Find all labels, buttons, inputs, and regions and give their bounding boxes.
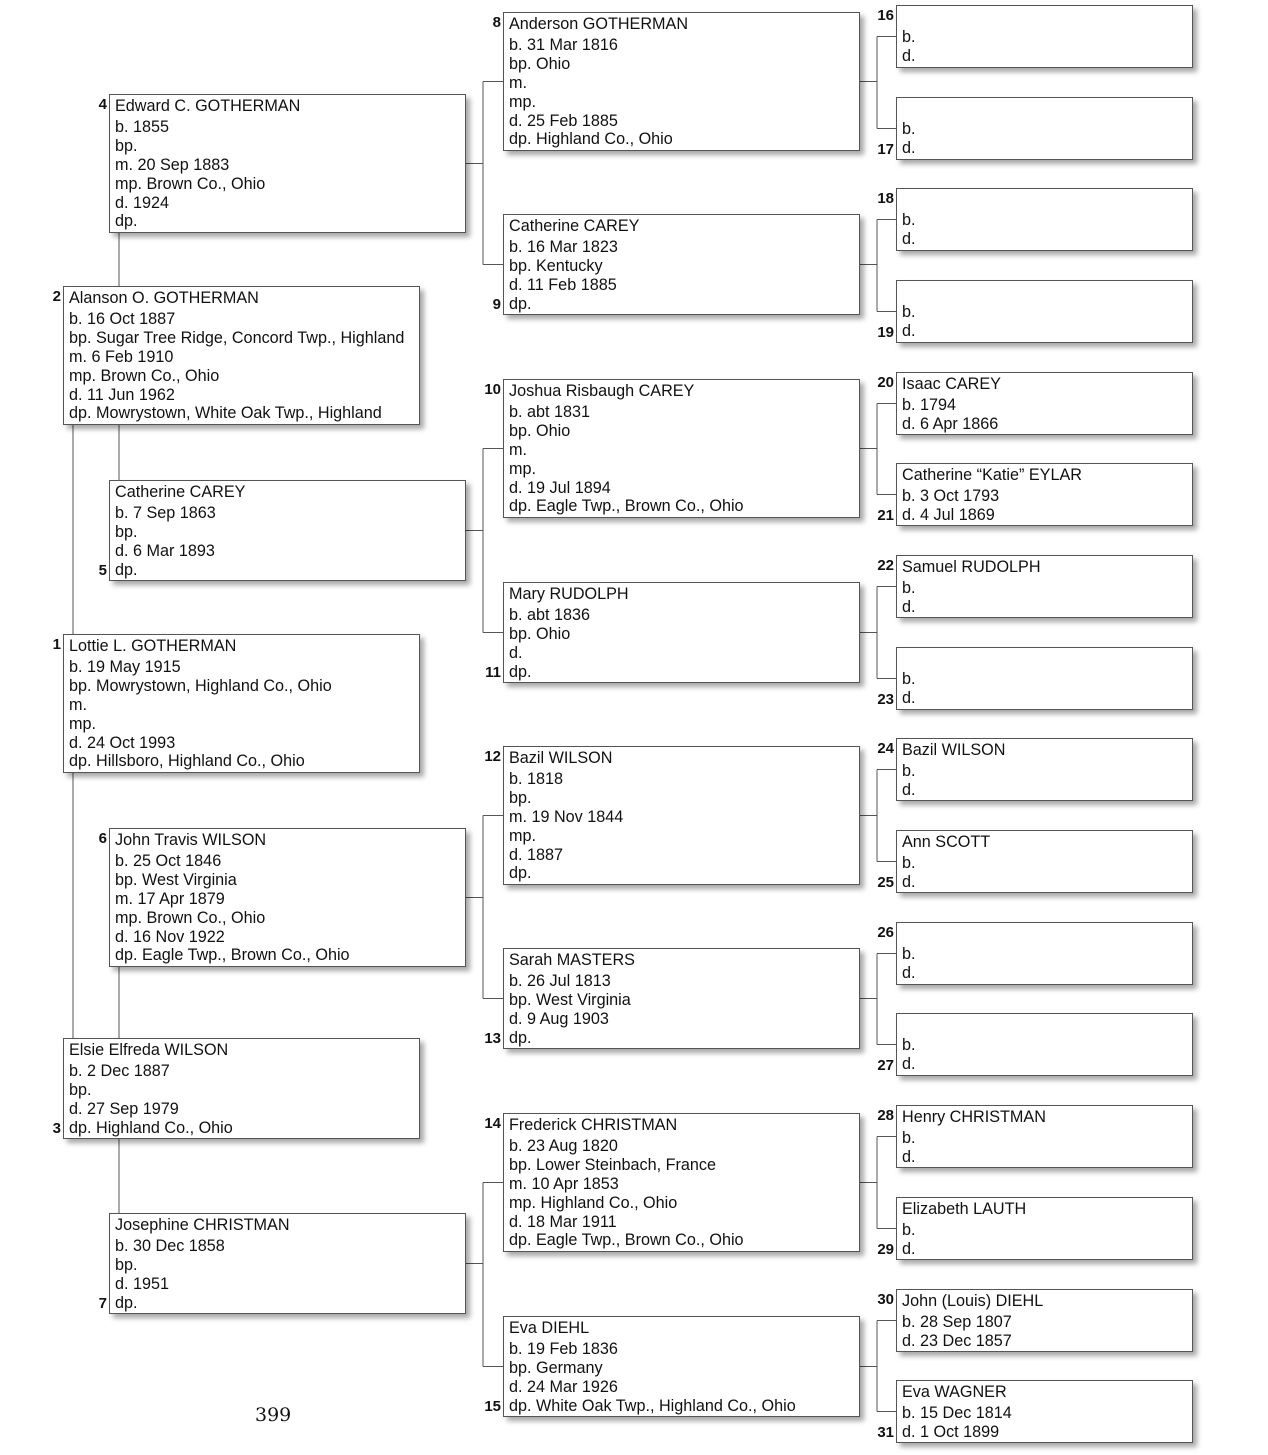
person-name: Lottie L. GOTHERMAN bbox=[69, 637, 237, 655]
person-detail-line: bp. Mowrystown, Highland Co., Ohio bbox=[69, 676, 332, 695]
person-box-19 bbox=[896, 280, 1193, 343]
person-detail-line: dp. bbox=[115, 1293, 138, 1312]
person-number: 1 bbox=[52, 636, 61, 653]
person-detail-line: b. 1818 bbox=[509, 769, 564, 788]
person-detail-line: b. 30 Dec 1858 bbox=[115, 1236, 225, 1255]
person-detail-line: b. bbox=[902, 120, 916, 138]
person-detail-line: d. 23 Dec 1857 bbox=[902, 1331, 1012, 1350]
person-number: 7 bbox=[98, 1295, 107, 1312]
person-detail-line: bp. bbox=[115, 1255, 138, 1274]
person-detail-line: d. bbox=[902, 597, 916, 616]
person-number: 2 bbox=[52, 288, 61, 305]
person-box-28 bbox=[896, 1105, 1193, 1168]
person-box-21 bbox=[896, 463, 1193, 526]
person-number: 29 bbox=[877, 1241, 894, 1258]
person-detail-line: b. 2 Dec 1887 bbox=[69, 1061, 170, 1080]
person-detail-line: b. bbox=[902, 1220, 916, 1239]
person-detail-line: b. 31 Mar 1816 bbox=[509, 35, 618, 54]
person-name: Bazil WILSON bbox=[509, 749, 613, 767]
person-detail-line: b. 15 Dec 1814 bbox=[902, 1403, 1012, 1422]
person-detail-line: b. 19 Feb 1836 bbox=[509, 1339, 618, 1358]
person-box-24 bbox=[896, 738, 1193, 801]
person-detail-line: bp. bbox=[115, 522, 138, 541]
person-detail-line: dp. bbox=[115, 560, 138, 579]
person-detail-line: d. 11 Jun 1962 bbox=[69, 385, 175, 404]
person-detail-line: b. 28 Sep 1807 bbox=[902, 1312, 1012, 1331]
person-box-7 bbox=[109, 1213, 466, 1314]
person-detail-line: d. 25 Feb 1885 bbox=[509, 111, 618, 130]
person-number: 16 bbox=[877, 7, 894, 24]
person-number: 15 bbox=[484, 1398, 501, 1415]
person-number: 8 bbox=[492, 14, 501, 31]
person-detail-line: d. bbox=[902, 872, 916, 891]
person-detail-line: dp. bbox=[509, 1028, 532, 1047]
person-detail-line: d. bbox=[902, 780, 916, 799]
person-number: 10 bbox=[484, 381, 501, 398]
person-name: Isaac CAREY bbox=[902, 375, 1001, 393]
person-detail-line: b. bbox=[902, 945, 916, 963]
person-detail-line: d. bbox=[902, 321, 916, 340]
person-detail-line: mp. Brown Co., Ohio bbox=[115, 174, 266, 193]
person-detail-line: bp. Sugar Tree Ridge, Concord Twp., Highland bbox=[69, 328, 405, 347]
person-detail-line: m. 20 Sep 1883 bbox=[115, 155, 230, 174]
person-detail-line: d. 18 Mar 1911 bbox=[509, 1212, 617, 1231]
person-number: 26 bbox=[877, 924, 894, 941]
person-number: 22 bbox=[877, 557, 894, 574]
person-detail-line: d. 1887 bbox=[509, 845, 564, 864]
person-detail-line: d. bbox=[902, 138, 916, 157]
person-detail-line: d. bbox=[902, 688, 916, 707]
person-detail-line: d. 6 Mar 1893 bbox=[115, 541, 215, 560]
person-box-18 bbox=[896, 188, 1193, 251]
person-detail-line: b. bbox=[902, 670, 916, 688]
person-detail-line: dp. Hillsboro, Highland Co., Ohio bbox=[69, 752, 305, 771]
person-detail-line: mp. bbox=[509, 459, 536, 478]
person-name: Joshua Risbaugh CAREY bbox=[509, 382, 695, 400]
person-detail-line: m. 6 Feb 1910 bbox=[69, 347, 174, 366]
person-box-22 bbox=[896, 555, 1193, 618]
person-detail-line: d. 19 Jul 1894 bbox=[509, 478, 611, 497]
person-detail-line: d. 16 Nov 1922 bbox=[115, 927, 225, 946]
person-name: Bazil WILSON bbox=[902, 741, 1006, 759]
person-detail-line: m. 17 Apr 1879 bbox=[115, 889, 225, 908]
person-detail-line: dp. bbox=[509, 294, 532, 313]
person-box-4 bbox=[109, 94, 466, 233]
person-detail-line: mp. Brown Co., Ohio bbox=[69, 366, 220, 385]
person-detail-line: d. 27 Sep 1979 bbox=[69, 1099, 179, 1118]
person-detail-line: b. 23 Aug 1820 bbox=[509, 1136, 618, 1155]
person-detail-line: b. 19 May 1915 bbox=[69, 657, 181, 676]
person-box-6 bbox=[109, 828, 466, 967]
person-detail-line: b. 16 Oct 1887 bbox=[69, 309, 176, 328]
person-name: Josephine CHRISTMAN bbox=[115, 1216, 290, 1234]
person-name: Alanson O. GOTHERMAN bbox=[69, 289, 259, 307]
person-number: 21 bbox=[877, 507, 894, 524]
person-name: John (Louis) DIEHL bbox=[902, 1292, 1044, 1310]
person-name: Ann SCOTT bbox=[902, 833, 991, 851]
person-detail-line: b. abt 1836 bbox=[509, 605, 591, 624]
person-box-27 bbox=[896, 1013, 1193, 1076]
person-detail-line: b. bbox=[902, 28, 916, 46]
person-box-30 bbox=[896, 1289, 1193, 1352]
person-detail-line: d. 6 Apr 1866 bbox=[902, 414, 999, 433]
person-detail-line: b. bbox=[902, 1128, 916, 1147]
person-number: 13 bbox=[484, 1030, 501, 1047]
person-detail-line: mp. Brown Co., Ohio bbox=[115, 908, 266, 927]
person-box-10 bbox=[503, 379, 860, 518]
person-number: 4 bbox=[98, 96, 107, 113]
person-detail-line: bp. bbox=[115, 136, 138, 155]
person-number: 30 bbox=[877, 1291, 894, 1308]
person-detail-line: dp. White Oak Twp., Highland Co., Ohio bbox=[509, 1396, 796, 1415]
person-box-31 bbox=[896, 1380, 1193, 1443]
person-detail-line: d. 9 Aug 1903 bbox=[509, 1009, 609, 1028]
person-detail-line: dp. bbox=[115, 212, 138, 231]
person-detail-line: m. bbox=[509, 73, 527, 92]
person-name: Elizabeth LAUTH bbox=[902, 1200, 1027, 1218]
person-detail-line: dp. bbox=[509, 662, 532, 681]
person-detail-line: bp. West Virginia bbox=[115, 870, 237, 889]
person-detail-line: b. bbox=[902, 853, 916, 872]
person-name: Frederick CHRISTMAN bbox=[509, 1116, 678, 1134]
person-detail-line: bp. Ohio bbox=[509, 624, 571, 643]
person-detail-line: b. bbox=[902, 211, 916, 229]
person-detail-line: bp. bbox=[69, 1080, 92, 1099]
person-detail-line: b. 3 Oct 1793 bbox=[902, 486, 1000, 505]
person-detail-line: d. bbox=[902, 1147, 916, 1166]
person-detail-line: mp. bbox=[509, 826, 536, 845]
person-detail-line: mp. bbox=[69, 714, 96, 733]
person-number: 14 bbox=[484, 1115, 501, 1132]
person-name: Eva WAGNER bbox=[902, 1383, 1007, 1401]
person-number: 12 bbox=[484, 748, 501, 765]
person-detail-line: d. bbox=[902, 963, 916, 982]
person-detail-line: bp. Ohio bbox=[509, 54, 571, 73]
person-number: 11 bbox=[485, 664, 501, 681]
person-box-3 bbox=[63, 1038, 420, 1139]
person-detail-line: d. bbox=[902, 1239, 916, 1258]
person-box-2 bbox=[63, 286, 420, 425]
person-detail-line: d. 1951 bbox=[115, 1274, 170, 1293]
person-detail-line: d. bbox=[902, 1054, 916, 1073]
person-name: Edward C. GOTHERMAN bbox=[115, 97, 301, 115]
person-detail-line: bp. Germany bbox=[509, 1358, 603, 1377]
person-detail-line: dp. Eagle Twp., Brown Co., Ohio bbox=[509, 1231, 744, 1250]
person-name: Catherine CAREY bbox=[509, 217, 640, 235]
person-detail-line: d. 24 Mar 1926 bbox=[509, 1377, 618, 1396]
person-number: 24 bbox=[877, 740, 894, 757]
person-detail-line: b. bbox=[902, 303, 916, 321]
person-detail-line: m. bbox=[509, 440, 527, 459]
person-detail-line: b. abt 1831 bbox=[509, 402, 591, 421]
person-detail-line: b. 25 Oct 1846 bbox=[115, 851, 222, 870]
person-name: Samuel RUDOLPH bbox=[902, 558, 1041, 576]
person-detail-line: m. bbox=[69, 695, 87, 714]
person-detail-line: d. 1 Oct 1899 bbox=[902, 1422, 1000, 1441]
person-detail-line: dp. Highland Co., Ohio bbox=[69, 1118, 233, 1137]
person-box-14 bbox=[503, 1113, 860, 1252]
person-detail-line: d. 11 Feb 1885 bbox=[509, 275, 617, 294]
person-detail-line: b. 26 Jul 1813 bbox=[509, 971, 611, 990]
person-box-12 bbox=[503, 746, 860, 885]
person-box-17 bbox=[896, 97, 1193, 160]
person-detail-line: m. 10 Apr 1853 bbox=[509, 1174, 619, 1193]
person-detail-line: dp. Highland Co., Ohio bbox=[509, 130, 673, 149]
person-number: 25 bbox=[877, 874, 894, 891]
person-box-13 bbox=[503, 948, 860, 1049]
person-number: 5 bbox=[98, 562, 107, 579]
person-detail-line: dp. bbox=[509, 864, 532, 883]
person-detail-line: b. bbox=[902, 1036, 916, 1054]
person-name: Eva DIEHL bbox=[509, 1319, 590, 1337]
person-detail-line: mp. bbox=[509, 92, 536, 111]
person-detail-line: d. 4 Jul 1869 bbox=[902, 505, 995, 524]
page-number: 399 bbox=[255, 1404, 292, 1426]
person-detail-line: d. bbox=[902, 46, 916, 65]
person-name: John Travis WILSON bbox=[115, 831, 267, 849]
person-name: Anderson GOTHERMAN bbox=[509, 15, 689, 33]
person-detail-line: d. 1924 bbox=[115, 193, 170, 212]
person-detail-line: bp. bbox=[509, 788, 532, 807]
person-number: 28 bbox=[877, 1107, 894, 1124]
person-detail-line: b. 16 Mar 1823 bbox=[509, 237, 618, 256]
person-number: 6 bbox=[98, 830, 107, 847]
person-name: Catherine CAREY bbox=[115, 483, 246, 501]
person-box-5 bbox=[109, 480, 466, 581]
person-detail-line: bp. Kentucky bbox=[509, 256, 603, 275]
person-number: 31 bbox=[877, 1424, 894, 1441]
person-detail-line: dp. Eagle Twp., Brown Co., Ohio bbox=[115, 946, 350, 965]
person-detail-line: mp. Highland Co., Ohio bbox=[509, 1193, 678, 1212]
person-box-8 bbox=[503, 12, 860, 151]
person-number: 18 bbox=[877, 190, 894, 207]
person-name: Mary RUDOLPH bbox=[509, 585, 629, 603]
person-detail-line: b. 1855 bbox=[115, 117, 170, 136]
person-box-29 bbox=[896, 1197, 1193, 1260]
person-box-25 bbox=[896, 830, 1193, 893]
person-detail-line: bp. West Virginia bbox=[509, 990, 631, 1009]
person-detail-line: bp. Ohio bbox=[509, 421, 571, 440]
person-number: 9 bbox=[492, 296, 501, 313]
person-detail-line: dp. Mowrystown, White Oak Twp., Highland bbox=[69, 404, 382, 423]
person-box-9 bbox=[503, 214, 860, 315]
person-box-15 bbox=[503, 1316, 860, 1417]
person-box-16 bbox=[896, 5, 1193, 68]
person-box-23 bbox=[896, 647, 1193, 710]
person-detail-line: b. 7 Sep 1863 bbox=[115, 503, 216, 522]
person-number: 23 bbox=[877, 691, 894, 708]
person-detail-line: d. bbox=[509, 643, 523, 662]
person-detail-line: d. bbox=[902, 229, 916, 248]
person-box-20 bbox=[896, 372, 1193, 435]
person-detail-line: dp. Eagle Twp., Brown Co., Ohio bbox=[509, 497, 744, 516]
person-detail-line: bp. Lower Steinbach, France bbox=[509, 1155, 716, 1174]
person-name: Elsie Elfreda WILSON bbox=[69, 1041, 229, 1059]
person-detail-line: b. bbox=[902, 578, 916, 597]
person-name: Catherine “Katie” EYLAR bbox=[902, 466, 1082, 484]
person-detail-line: b. 1794 bbox=[902, 395, 957, 414]
person-number: 27 bbox=[877, 1057, 894, 1074]
person-detail-line: b. bbox=[902, 761, 916, 780]
person-name: Henry CHRISTMAN bbox=[902, 1108, 1046, 1126]
person-name: Sarah MASTERS bbox=[509, 951, 635, 969]
person-detail-line: d. 24 Oct 1993 bbox=[69, 733, 176, 752]
person-number: 17 bbox=[877, 141, 894, 158]
person-number: 20 bbox=[877, 374, 894, 391]
person-detail-line: m. 19 Nov 1844 bbox=[509, 807, 624, 826]
person-box-11 bbox=[503, 582, 860, 683]
person-box-1 bbox=[63, 634, 420, 773]
person-number: 3 bbox=[52, 1120, 61, 1137]
person-number: 19 bbox=[877, 324, 894, 341]
person-box-26 bbox=[896, 922, 1193, 985]
